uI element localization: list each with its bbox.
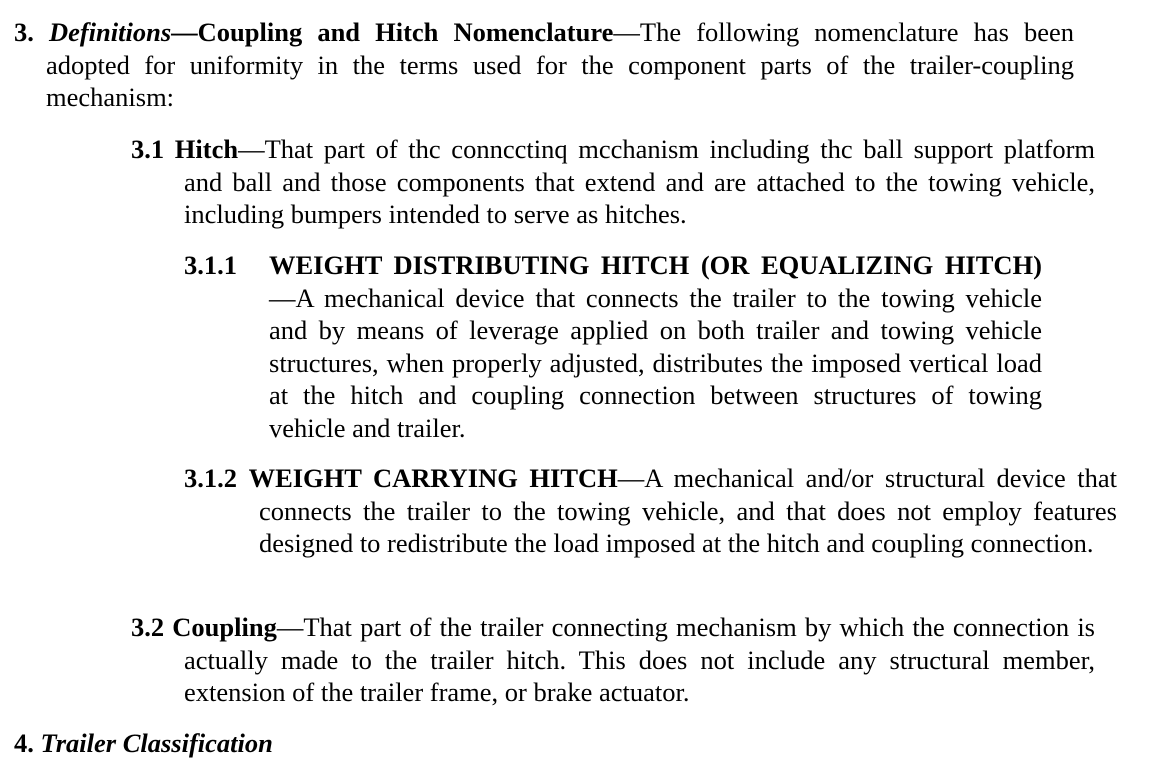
section-number: 3.1.1 (184, 250, 237, 280)
section-3-2-coupling (131, 611, 1095, 709)
section-title: Coupling (172, 612, 277, 642)
section-number: 3.2 (131, 612, 165, 642)
section-3-1-1-weight-distributing-hitch (184, 249, 1042, 444)
section-number: 3.1.2 (184, 463, 237, 493)
section-body: —A mechanical device that connects the trailer to the towing vehicle and by means of leverage applied on both trailer and towing vehicle structures, when properly adjusted, distributes the imposed vertical load at the hitch and coupling connection between structures of towing vehicle and trailer. (269, 282, 1042, 443)
section-number: 4. (14, 728, 34, 758)
section-body: —That part of thc conncctinq mcchanism including thc ball support platform and ball and those components that extend and are attached to the towing vehicle, including bumpers intended to serve as hitches. (184, 134, 1096, 229)
section-title: Definitions (48, 17, 172, 47)
section-subtitle: —Coupling and Hitch Nomenclature (171, 17, 614, 47)
section-number: 3. (14, 17, 34, 47)
section-title: Hitch (174, 134, 239, 164)
section-title: WEIGHT CARRYING HITCH (248, 463, 618, 493)
section-3-definitions (14, 16, 1074, 114)
section-body: —That part of the trailer connecting mechanism by which the connection is actually made to the trailer hitch. This does not include any structural member, extension of the trailer frame, or brake actuator. (184, 612, 1095, 707)
section-4-trailer-classification (14, 727, 1042, 760)
section-body: —A mechanical and/or structural device that connects the trailer to the towing vehicle, and that does not employ features designed to redistribute the load imposed at the hitch and coupling connection. (259, 463, 1117, 558)
section-content (269, 249, 1042, 444)
section-title: Trailer Classification (40, 728, 273, 758)
section-title: WEIGHT DISTRIBUTING HITCH (OR EQUALIZING HITCH) (269, 250, 1042, 280)
section-body: —The following nomenclature has been adopted for uniformity in the terms used for the component parts of the trailer-coupling mechanism: (46, 17, 1074, 112)
section-3-1-hitch (131, 133, 1095, 231)
section-3-1-2-weight-carrying-hitch (184, 462, 1117, 560)
section-number: 3.1 (131, 134, 165, 164)
